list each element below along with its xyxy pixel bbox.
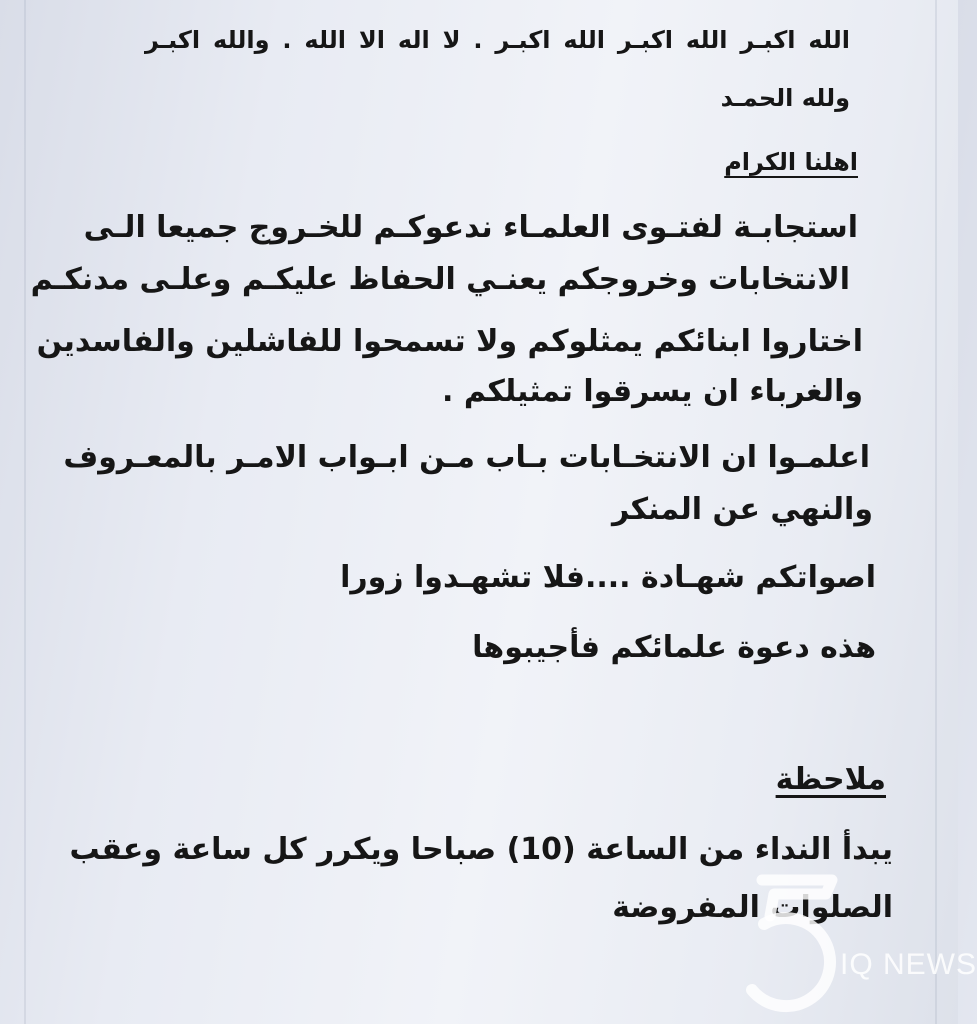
paragraph-5-line: هذه دعوة علمائكم فأجيبوها: [472, 630, 876, 665]
takbir-line: الله اكبـر الله اكبـر الله اكبـر . لا اله الا الله . والله اكبـر: [145, 26, 850, 54]
watermark-label: IQ NEWS: [840, 948, 977, 981]
paragraph-2-line-2: والغرباء ان يسرقوا تمثيلكم .: [442, 374, 863, 409]
paper-fold-line: [935, 0, 937, 1024]
note-line-1: يبدأ النداء من الساعة (10) صباحا ويكرر كل ساعة وعقب: [69, 832, 893, 867]
greeting-heading: اهلنا الكرام: [724, 148, 858, 176]
note-line-2: الصلوات المفروضة: [612, 890, 893, 925]
paragraph-1-line-1: استجابـة لفتـوى العلمـاء ندعوكـم للخـروج جميعا الـى: [83, 210, 858, 245]
paragraph-4-line: اصواتكم شهـادة ....فلا تشهـدوا زورا: [340, 560, 876, 595]
paragraph-3-line-1: اعلمـوا ان الانتخـابات بـاب مـن ابـواب الامـر بالمعـروف: [63, 440, 870, 475]
watermark: [734, 872, 977, 1012]
paragraph-3-line-2: والنهي عن المنكر: [612, 492, 873, 527]
iq-news-logo-icon: [734, 872, 844, 1012]
paragraph-2-line-1: اختاروا ابنائكم يمثلوكم ولا تسمحوا للفاشلين والفاسدين: [36, 324, 863, 359]
hamd-line: ولله الحمـد: [720, 84, 850, 112]
note-heading: ملاحظة: [775, 762, 886, 797]
paragraph-1-line-2: الانتخابات وخروجكم يعنـي الحفاظ عليكـم وعلـى مدنكـم: [30, 262, 850, 297]
paper-fold-line: [24, 0, 26, 1024]
